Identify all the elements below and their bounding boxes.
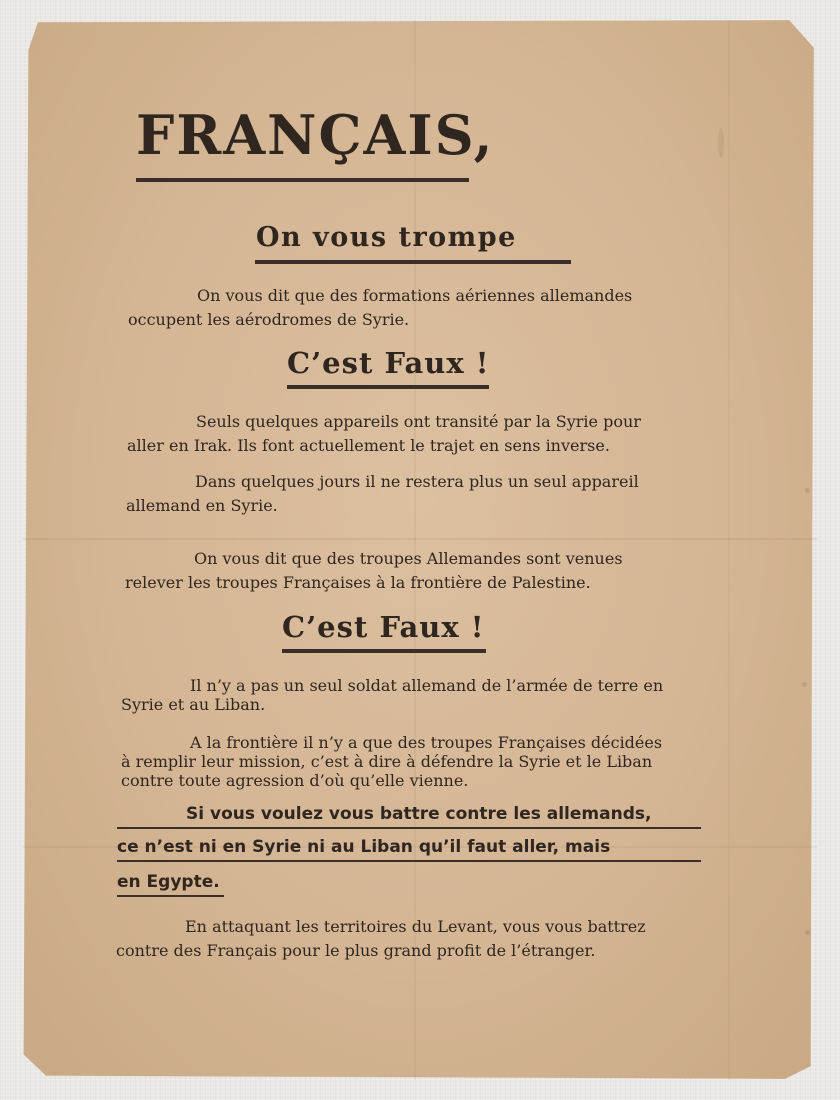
paragraph-german-troops — [125, 547, 699, 595]
paragraph-aerial-formations — [128, 284, 702, 332]
paragraph-line: aller en Irak. Ils font actuellement le trajet en sens inverse. — [127, 436, 610, 455]
paragraph-line: Syrie et au Liban. — [121, 695, 266, 714]
paragraph-no-german-soldier — [121, 676, 699, 714]
heading-cest-faux-2: C’est Faux ! — [282, 610, 485, 644]
heading-on-vous-trompe: On vous trompe — [256, 222, 517, 253]
paper-stain — [805, 930, 810, 935]
emphasis-line: en Egypte. — [117, 869, 224, 897]
paragraph-few-days — [126, 470, 700, 518]
paragraph-levant-attack — [116, 915, 702, 963]
paragraph-aircraft-transit — [127, 410, 701, 458]
paragraph-french-troops-border — [121, 733, 699, 790]
fold-crease — [728, 20, 730, 1080]
paper-stain — [805, 488, 810, 493]
heading-cest-faux-1: C’est Faux ! — [287, 346, 490, 380]
paragraph-line: allemand en Syrie. — [126, 496, 278, 515]
fold-crease — [22, 538, 817, 540]
document-title: FRANÇAIS, — [136, 103, 495, 167]
emphasis-line: ce n’est ni en Syrie ni au Liban qu’il faut aller, mais — [117, 834, 701, 862]
heading-underline — [255, 260, 571, 264]
emphasis-line: Si vous voulez vous battre contre les allemands, — [117, 801, 701, 829]
paper-stain — [802, 682, 807, 687]
paragraph-line: contre toute agression d’où qu’elle vienne. — [121, 771, 469, 790]
paragraph-line: On vous dit que des formations aériennes allemandes — [197, 286, 633, 305]
paragraph-line: Seuls quelques appareils ont transité par la Syrie pour — [196, 412, 641, 431]
title-underline — [136, 178, 469, 182]
paragraph-line: relever les troupes Françaises à la frontière de Palestine. — [125, 573, 591, 592]
paragraph-line: A la frontière il n’y a que des troupes Françaises décidées — [190, 733, 663, 752]
paragraph-line: Il n’y a pas un seul soldat allemand de l’armée de terre en — [190, 676, 664, 695]
paragraph-line: On vous dit que des troupes Allemandes sont venues — [194, 549, 623, 568]
paragraph-line: Dans quelques jours il ne restera plus un seul appareil — [195, 472, 639, 491]
paragraph-line: à remplir leur mission, c’est à dire à défendre la Syrie et le Liban — [121, 752, 653, 771]
paper-stain — [718, 128, 724, 158]
paragraph-line: contre des Français pour le plus grand profit de l’étranger. — [116, 941, 596, 960]
paragraph-line: En attaquant les territoires du Levant, vous vous battrez — [185, 917, 646, 936]
heading-underline — [282, 649, 486, 653]
paragraph-fight-in-egypt — [117, 801, 701, 902]
heading-underline — [287, 385, 489, 389]
paragraph-line: occupent les aérodromes de Syrie. — [128, 310, 410, 329]
